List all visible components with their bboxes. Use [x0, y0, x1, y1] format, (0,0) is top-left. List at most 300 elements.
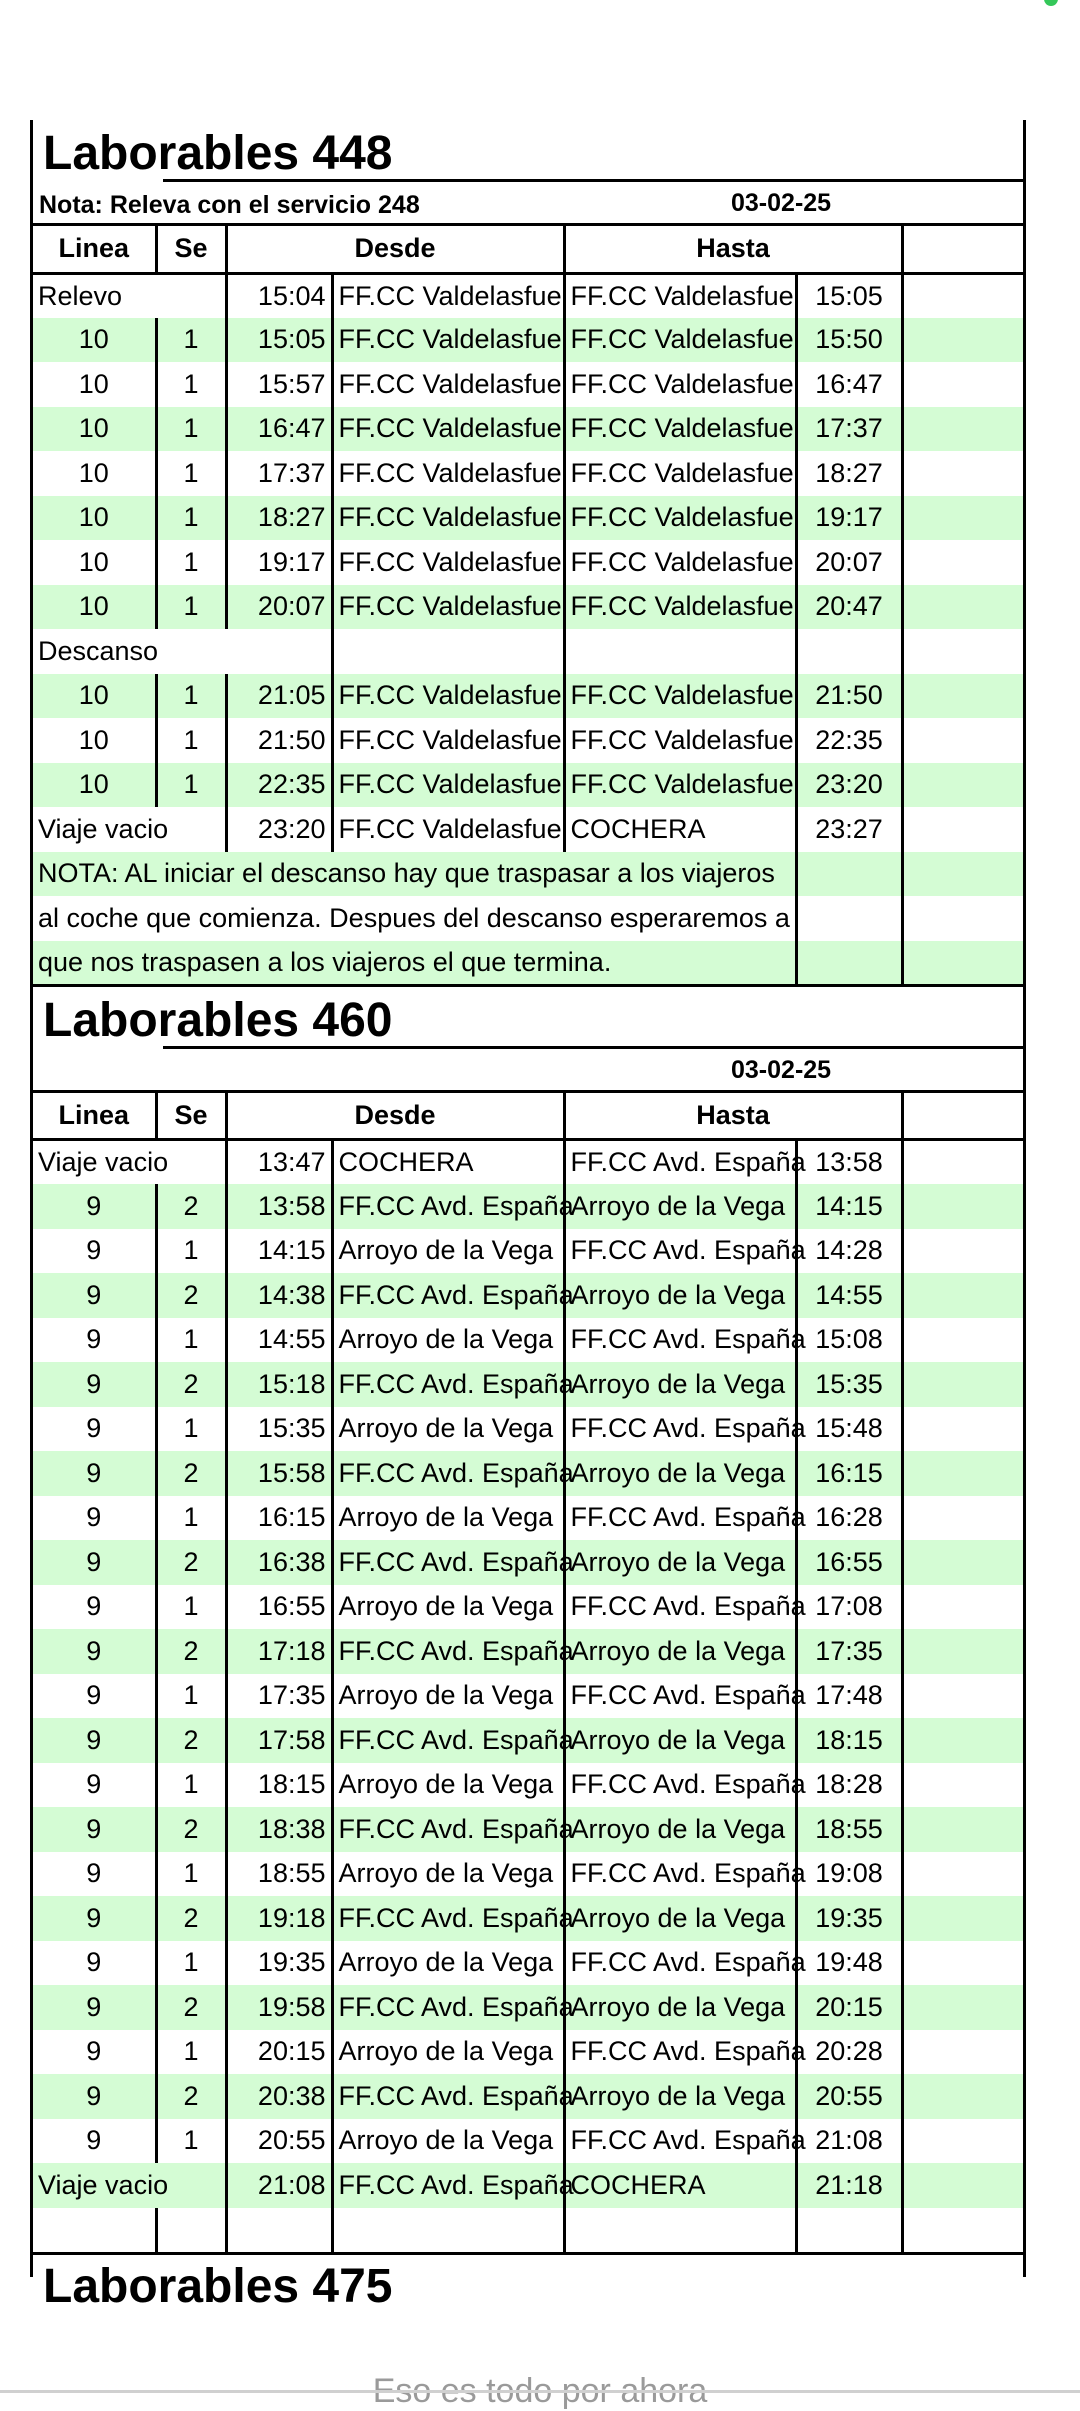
- cell-extra: [902, 1807, 1023, 1852]
- cell-linea: 9: [33, 1540, 156, 1585]
- cell-hasta: FF.CC Valdelasfue: [564, 362, 796, 407]
- cell-extra: [902, 1941, 1023, 1986]
- cell-arrival-time: 15:05: [796, 273, 902, 318]
- cell-hasta: Arroyo de la Vega: [564, 1985, 796, 2030]
- header-linea: Linea: [33, 226, 156, 273]
- cell-se: 1: [156, 1496, 226, 1541]
- cell-extra: [902, 1140, 1023, 1185]
- cell-se: 2: [156, 1540, 226, 1585]
- cell-desde: FF.CC Avd. España: [332, 2163, 564, 2208]
- note-row: [33, 896, 1023, 941]
- cell-se: 2: [156, 1362, 226, 1407]
- cell-departure-time: 14:15: [226, 1229, 332, 1274]
- table-row[interactable]: [33, 1362, 1023, 1407]
- cell-arrival-time: 15:50: [796, 318, 902, 363]
- cell-hasta: FF.CC Valdelasfue: [564, 407, 796, 452]
- note-line: NOTA: AL iniciar el descanso hay que traspasar a los viajeros: [33, 852, 796, 897]
- cell-desde: FF.CC Valdelasfue: [332, 674, 564, 719]
- cell-desde: FF.CC Avd. España: [332, 1718, 564, 1763]
- cell-departure-time: 21:05: [226, 674, 332, 719]
- cell-linea: 9: [33, 1451, 156, 1496]
- cell-arrival-time: 23:20: [796, 763, 902, 808]
- cell-linea: Viaje vacio: [33, 807, 226, 852]
- cell-linea: 10: [33, 362, 156, 407]
- cell-se: 1: [156, 362, 226, 407]
- cell-arrival-time: 16:47: [796, 362, 902, 407]
- cell-departure-time: 15:57: [226, 362, 332, 407]
- cell-desde: FF.CC Avd. España: [332, 1985, 564, 2030]
- cell-linea: 9: [33, 1985, 156, 2030]
- cell-arrival-time: 15:08: [796, 1318, 902, 1363]
- cell-linea: 10: [33, 451, 156, 496]
- cell-departure-time: 20:55: [226, 2119, 332, 2164]
- cell-desde: FF.CC Valdelasfue: [332, 496, 564, 541]
- table-row[interactable]: [33, 585, 1023, 630]
- cell-extra: [902, 540, 1023, 585]
- table-row[interactable]: [33, 718, 1023, 763]
- cell-departure-time: 20:15: [226, 2030, 332, 2075]
- table-row[interactable]: [33, 1807, 1023, 1852]
- cell-departure-time: 14:55: [226, 1318, 332, 1363]
- cell-se: 1: [156, 1585, 226, 1630]
- cell-linea: 10: [33, 718, 156, 763]
- cell-linea: 9: [33, 1807, 156, 1852]
- cell-extra: [902, 807, 1023, 852]
- table-row[interactable]: [33, 407, 1023, 452]
- cell-arrival-time: 21:08: [796, 2119, 902, 2164]
- cell-linea: 9: [33, 1941, 156, 1986]
- cell-linea: 9: [33, 1362, 156, 1407]
- cell-extra: [902, 1451, 1023, 1496]
- cell-hasta: FF.CC Avd. España: [564, 1852, 796, 1897]
- cell-arrival-time: 23:27: [796, 807, 902, 852]
- cell-extra: [902, 2208, 1023, 2253]
- cell-extra: [902, 585, 1023, 630]
- cell-departure-time: 13:47: [226, 1140, 332, 1185]
- cell-linea: 9: [33, 1896, 156, 1941]
- cell-se: 2: [156, 1807, 226, 1852]
- cell-linea: 9: [33, 1229, 156, 1274]
- cell-desde: FF.CC Avd. España: [332, 1273, 564, 1318]
- cell-arrival-time: 15:48: [796, 1407, 902, 1452]
- cell-linea: Relevo: [33, 273, 226, 318]
- cell-linea: 10: [33, 674, 156, 719]
- cell-extra: [902, 2074, 1023, 2119]
- table-row[interactable]: [33, 1318, 1023, 1363]
- cell-extra: [902, 763, 1023, 808]
- cell-arrival-time: [796, 852, 902, 897]
- cell-extra: [902, 1273, 1023, 1318]
- cell-departure-time: 17:18: [226, 1629, 332, 1674]
- table-row[interactable]: [33, 318, 1023, 363]
- cell-arrival-time: 16:28: [796, 1496, 902, 1541]
- header-desde: Desde: [226, 1093, 564, 1140]
- cell-hasta: [564, 2208, 796, 2253]
- cell-hasta: Arroyo de la Vega: [564, 1807, 796, 1852]
- cell-se: 2: [156, 1451, 226, 1496]
- cell-desde: FF.CC Avd. España: [332, 1184, 564, 1229]
- service-date: 03-02-25: [731, 189, 832, 217]
- cell-departure-time: 21:08: [226, 2163, 332, 2208]
- cell-linea: 9: [33, 1585, 156, 1630]
- cell-hasta: FF.CC Valdelasfue: [564, 540, 796, 585]
- cell-arrival-time: [796, 629, 902, 674]
- cell-desde: FF.CC Valdelasfue: [332, 362, 564, 407]
- table-row[interactable]: [33, 1585, 1023, 1630]
- cell-desde: FF.CC Valdelasfue: [332, 407, 564, 452]
- table-row[interactable]: [33, 1985, 1023, 2030]
- cell-desde: FF.CC Avd. España: [332, 1629, 564, 1674]
- cell-desde: Arroyo de la Vega: [332, 2030, 564, 2075]
- cell-arrival-time: 17:08: [796, 1585, 902, 1630]
- cell-hasta: Arroyo de la Vega: [564, 1184, 796, 1229]
- cell-hasta: COCHERA: [564, 2163, 796, 2208]
- cell-linea: 9: [33, 1674, 156, 1719]
- cell-departure-time: 17:37: [226, 451, 332, 496]
- table-header-row: [33, 1093, 1023, 1140]
- table-row[interactable]: [33, 2030, 1023, 2075]
- cell-departure-time: 17:58: [226, 1718, 332, 1763]
- cell-desde: FF.CC Valdelasfue: [332, 318, 564, 363]
- cell-se: 1: [156, 451, 226, 496]
- table-row[interactable]: [33, 763, 1023, 808]
- cell-hasta: FF.CC Avd. España: [564, 1229, 796, 1274]
- cell-arrival-time: [796, 941, 902, 986]
- footer-divider: [0, 2390, 1080, 2393]
- cell-desde: FF.CC Avd. España: [332, 1540, 564, 1585]
- schedule-table: [33, 1093, 1023, 2253]
- cell-linea: 9: [33, 1184, 156, 1229]
- cell-arrival-time: 21:50: [796, 674, 902, 719]
- header-extra: [902, 226, 1023, 273]
- cell-se: 1: [156, 1229, 226, 1274]
- cell-extra: [902, 1496, 1023, 1541]
- cell-departure-time: 14:38: [226, 1273, 332, 1318]
- cell-hasta: Arroyo de la Vega: [564, 1540, 796, 1585]
- cell-hasta: FF.CC Avd. España: [564, 1763, 796, 1808]
- table-row[interactable]: [33, 1273, 1023, 1318]
- table-row[interactable]: [33, 1674, 1023, 1719]
- table-row[interactable]: [33, 1540, 1023, 1585]
- cell-hasta: FF.CC Valdelasfue: [564, 763, 796, 808]
- table-row[interactable]: [33, 1852, 1023, 1897]
- table-row[interactable]: [33, 1718, 1023, 1763]
- schedule-sheet: [30, 120, 1026, 2313]
- cell-se: 1: [156, 1674, 226, 1719]
- table-row[interactable]: [33, 1629, 1023, 1674]
- cell-departure-time: 15:35: [226, 1407, 332, 1452]
- cell-desde: FF.CC Valdelasfue: [332, 807, 564, 852]
- cell-se: 2: [156, 1273, 226, 1318]
- cell-extra: [902, 1896, 1023, 1941]
- cell-linea: 9: [33, 1629, 156, 1674]
- cell-arrival-time: 17:37: [796, 407, 902, 452]
- table-header-row: [33, 226, 1023, 273]
- header-se: Se: [156, 1093, 226, 1140]
- cell-desde: Arroyo de la Vega: [332, 1407, 564, 1452]
- nota-row: [33, 182, 1023, 226]
- cell-extra: [902, 1540, 1023, 1585]
- table-row[interactable]: [33, 1407, 1023, 1452]
- cell-hasta: FF.CC Avd. España: [564, 1585, 796, 1630]
- service-date: 03-02-25: [731, 1055, 832, 1084]
- header-desde: Desde: [226, 226, 564, 273]
- note-row: [33, 852, 1023, 897]
- cell-departure-time: 16:47: [226, 407, 332, 452]
- cell-departure-time: 19:35: [226, 1941, 332, 1986]
- table-row[interactable]: [33, 2163, 1023, 2208]
- cell-departure-time: 16:15: [226, 1496, 332, 1541]
- cell-arrival-time: 20:55: [796, 2074, 902, 2119]
- cell-departure-time: 18:38: [226, 1807, 332, 1852]
- cell-desde: FF.CC Avd. España: [332, 1896, 564, 1941]
- cell-hasta: FF.CC Avd. España: [564, 1318, 796, 1363]
- cell-extra: [902, 1985, 1023, 2030]
- cell-hasta: COCHERA: [564, 807, 796, 852]
- cell-hasta: FF.CC Valdelasfue: [564, 273, 796, 318]
- cell-desde: [332, 629, 564, 674]
- cell-desde: Arroyo de la Vega: [332, 1674, 564, 1719]
- cell-desde: FF.CC Avd. España: [332, 2074, 564, 2119]
- cell-se: 2: [156, 1629, 226, 1674]
- table-row[interactable]: [33, 1451, 1023, 1496]
- cell-desde: FF.CC Valdelasfue: [332, 585, 564, 630]
- cell-departure-time: 16:38: [226, 1540, 332, 1585]
- cell-departure-time: 19:58: [226, 1985, 332, 2030]
- cell-se: 2: [156, 1985, 226, 2030]
- header-hasta: Hasta: [564, 226, 902, 273]
- cell-arrival-time: 20:28: [796, 2030, 902, 2075]
- table-row[interactable]: [33, 451, 1023, 496]
- cell-linea: Viaje vacio: [33, 2163, 226, 2208]
- cell-se: 1: [156, 1407, 226, 1452]
- table-row[interactable]: [33, 1496, 1023, 1541]
- cell-extra: [902, 1184, 1023, 1229]
- cell-hasta: FF.CC Avd. España: [564, 1674, 796, 1719]
- cell-departure-time: 15:58: [226, 1451, 332, 1496]
- cell-hasta: FF.CC Avd. España: [564, 1140, 796, 1185]
- section-title-bar: [33, 987, 1023, 1049]
- status-indicator-dot: [1044, 0, 1058, 6]
- cell-extra: [902, 362, 1023, 407]
- cell-arrival-time: 15:35: [796, 1362, 902, 1407]
- cell-extra: [902, 407, 1023, 452]
- cell-se: 1: [156, 585, 226, 630]
- cell-departure-time: 19:17: [226, 540, 332, 585]
- cell-se: 1: [156, 496, 226, 541]
- cell-departure-time: 16:55: [226, 1585, 332, 1630]
- cell-se: 2: [156, 2074, 226, 2119]
- cell-extra: [902, 1318, 1023, 1363]
- table-row[interactable]: [33, 2119, 1023, 2164]
- nota-text: Nota: Releva con el servicio 248: [39, 191, 420, 219]
- cell-hasta: Arroyo de la Vega: [564, 1362, 796, 1407]
- table-row[interactable]: [33, 1229, 1023, 1274]
- cell-desde: [332, 2208, 564, 2253]
- cell-hasta: Arroyo de la Vega: [564, 1273, 796, 1318]
- cell-linea: 9: [33, 2074, 156, 2119]
- cell-desde: Arroyo de la Vega: [332, 1852, 564, 1897]
- cell-arrival-time: 18:28: [796, 1763, 902, 1808]
- cell-linea: 10: [33, 407, 156, 452]
- cell-hasta: FF.CC Avd. España: [564, 2030, 796, 2075]
- table-row[interactable]: [33, 1941, 1023, 1986]
- cell-arrival-time: 20:47: [796, 585, 902, 630]
- cell-se: 1: [156, 1941, 226, 1986]
- table-row[interactable]: [33, 674, 1023, 719]
- cell-arrival-time: 22:35: [796, 718, 902, 763]
- cell-departure-time: 15:18: [226, 1362, 332, 1407]
- cell-se: 1: [156, 674, 226, 719]
- cell-linea: 9: [33, 1852, 156, 1897]
- cell-arrival-time: 20:07: [796, 540, 902, 585]
- cell-extra: [902, 674, 1023, 719]
- cell-departure-time: 22:35: [226, 763, 332, 808]
- cell-hasta: Arroyo de la Vega: [564, 1451, 796, 1496]
- cell-extra: [902, 1585, 1023, 1630]
- cell-se: 1: [156, 1318, 226, 1363]
- cell-desde: FF.CC Avd. España: [332, 1451, 564, 1496]
- cell-hasta: Arroyo de la Vega: [564, 1718, 796, 1763]
- cell-extra: [902, 718, 1023, 763]
- cell-se: [156, 2208, 226, 2253]
- schedule-viewport[interactable]: [30, 120, 1026, 2313]
- nota-row: [33, 1049, 1023, 1093]
- cell-desde: Arroyo de la Vega: [332, 1229, 564, 1274]
- cell-departure-time: 18:15: [226, 1763, 332, 1808]
- cell-linea: [33, 2208, 156, 2253]
- cell-desde: FF.CC Valdelasfue: [332, 273, 564, 318]
- cell-hasta: FF.CC Avd. España: [564, 1496, 796, 1541]
- cell-se: 1: [156, 763, 226, 808]
- cell-linea: 9: [33, 2119, 156, 2164]
- cell-departure-time: 17:35: [226, 1674, 332, 1719]
- header-hasta: Hasta: [564, 1093, 902, 1140]
- cell-se: 1: [156, 318, 226, 363]
- cell-hasta: Arroyo de la Vega: [564, 2074, 796, 2119]
- cell-arrival-time: 14:15: [796, 1184, 902, 1229]
- table-row[interactable]: [33, 629, 1023, 674]
- cell-extra: [902, 852, 1023, 897]
- cell-departure-time: [226, 2208, 332, 2253]
- cell-se: 1: [156, 540, 226, 585]
- header-linea: Linea: [33, 1093, 156, 1140]
- cell-extra: [902, 1763, 1023, 1808]
- cell-arrival-time: 19:08: [796, 1852, 902, 1897]
- table-row[interactable]: [33, 496, 1023, 541]
- cell-se: 2: [156, 1718, 226, 1763]
- cell-arrival-time: 17:35: [796, 1629, 902, 1674]
- cell-extra: [902, 318, 1023, 363]
- cell-se: 1: [156, 407, 226, 452]
- cell-departure-time: 13:58: [226, 1184, 332, 1229]
- table-row[interactable]: [33, 1763, 1023, 1808]
- cell-extra: [902, 1407, 1023, 1452]
- cell-linea: 10: [33, 540, 156, 585]
- cell-extra: [902, 1674, 1023, 1719]
- cell-hasta: Arroyo de la Vega: [564, 1629, 796, 1674]
- note-row: [33, 941, 1023, 986]
- cell-arrival-time: 18:55: [796, 1807, 902, 1852]
- cell-extra: [902, 2030, 1023, 2075]
- cell-extra: [902, 2119, 1023, 2164]
- header-extra: [902, 1093, 1023, 1140]
- table-row[interactable]: [33, 362, 1023, 407]
- cell-se: 1: [156, 718, 226, 763]
- cell-desde: FF.CC Valdelasfue: [332, 763, 564, 808]
- cell-linea: 10: [33, 763, 156, 808]
- table-row[interactable]: [33, 2208, 1023, 2253]
- cell-linea: 9: [33, 1273, 156, 1318]
- section-title-bar: [33, 120, 1023, 182]
- cell-arrival-time: 17:48: [796, 1674, 902, 1719]
- cell-desde: Arroyo de la Vega: [332, 1941, 564, 1986]
- cell-linea: Viaje vacio: [33, 1140, 226, 1185]
- cell-linea: 9: [33, 1318, 156, 1363]
- cell-se: 1: [156, 2119, 226, 2164]
- cell-extra: [902, 496, 1023, 541]
- table-row[interactable]: [33, 540, 1023, 585]
- cell-hasta: [564, 629, 796, 674]
- cell-extra: [902, 896, 1023, 941]
- cell-desde: FF.CC Avd. España: [332, 1362, 564, 1407]
- cell-linea: 9: [33, 1718, 156, 1763]
- cell-departure-time: 19:18: [226, 1896, 332, 1941]
- cell-se: 2: [156, 1896, 226, 1941]
- cell-extra: [902, 1229, 1023, 1274]
- cell-extra: [902, 1718, 1023, 1763]
- cell-linea: 9: [33, 2030, 156, 2075]
- cell-hasta: Arroyo de la Vega: [564, 1896, 796, 1941]
- cell-extra: [902, 273, 1023, 318]
- cell-arrival-time: [796, 2208, 902, 2253]
- cell-arrival-time: 20:15: [796, 1985, 902, 2030]
- cell-hasta: FF.CC Valdelasfue: [564, 496, 796, 541]
- table-row[interactable]: [33, 1896, 1023, 1941]
- cell-extra: [902, 1629, 1023, 1674]
- cell-extra: [902, 629, 1023, 674]
- cell-departure-time: 21:50: [226, 718, 332, 763]
- table-row[interactable]: [33, 2074, 1023, 2119]
- cell-desde: Arroyo de la Vega: [332, 1496, 564, 1541]
- cell-desde: Arroyo de la Vega: [332, 1318, 564, 1363]
- table-row[interactable]: [33, 807, 1023, 852]
- cell-extra: [902, 1362, 1023, 1407]
- cell-extra: [902, 2163, 1023, 2208]
- table-row[interactable]: [33, 1140, 1023, 1185]
- cell-linea: 10: [33, 585, 156, 630]
- cell-hasta: FF.CC Valdelasfue: [564, 674, 796, 719]
- cell-arrival-time: 18:27: [796, 451, 902, 496]
- cell-extra: [902, 941, 1023, 986]
- cell-desde: FF.CC Avd. España: [332, 1807, 564, 1852]
- cell-se: 1: [156, 1763, 226, 1808]
- cell-linea: 9: [33, 1763, 156, 1808]
- cell-extra: [902, 451, 1023, 496]
- cell-hasta: FF.CC Valdelasfue: [564, 718, 796, 763]
- cell-hasta: FF.CC Avd. España: [564, 2119, 796, 2164]
- table-row[interactable]: [33, 1184, 1023, 1229]
- cell-arrival-time: 16:55: [796, 1540, 902, 1585]
- table-row[interactable]: [33, 273, 1023, 318]
- cell-arrival-time: 16:15: [796, 1451, 902, 1496]
- note-line: al coche que comienza. Despues del descanso esperaremos a: [33, 896, 796, 941]
- cell-departure-time: 18:27: [226, 496, 332, 541]
- cell-desde: COCHERA: [332, 1140, 564, 1185]
- cell-se: 2: [156, 1184, 226, 1229]
- next-section-title-bar: [33, 2252, 1023, 2313]
- section-title: Laborables 448: [43, 127, 393, 180]
